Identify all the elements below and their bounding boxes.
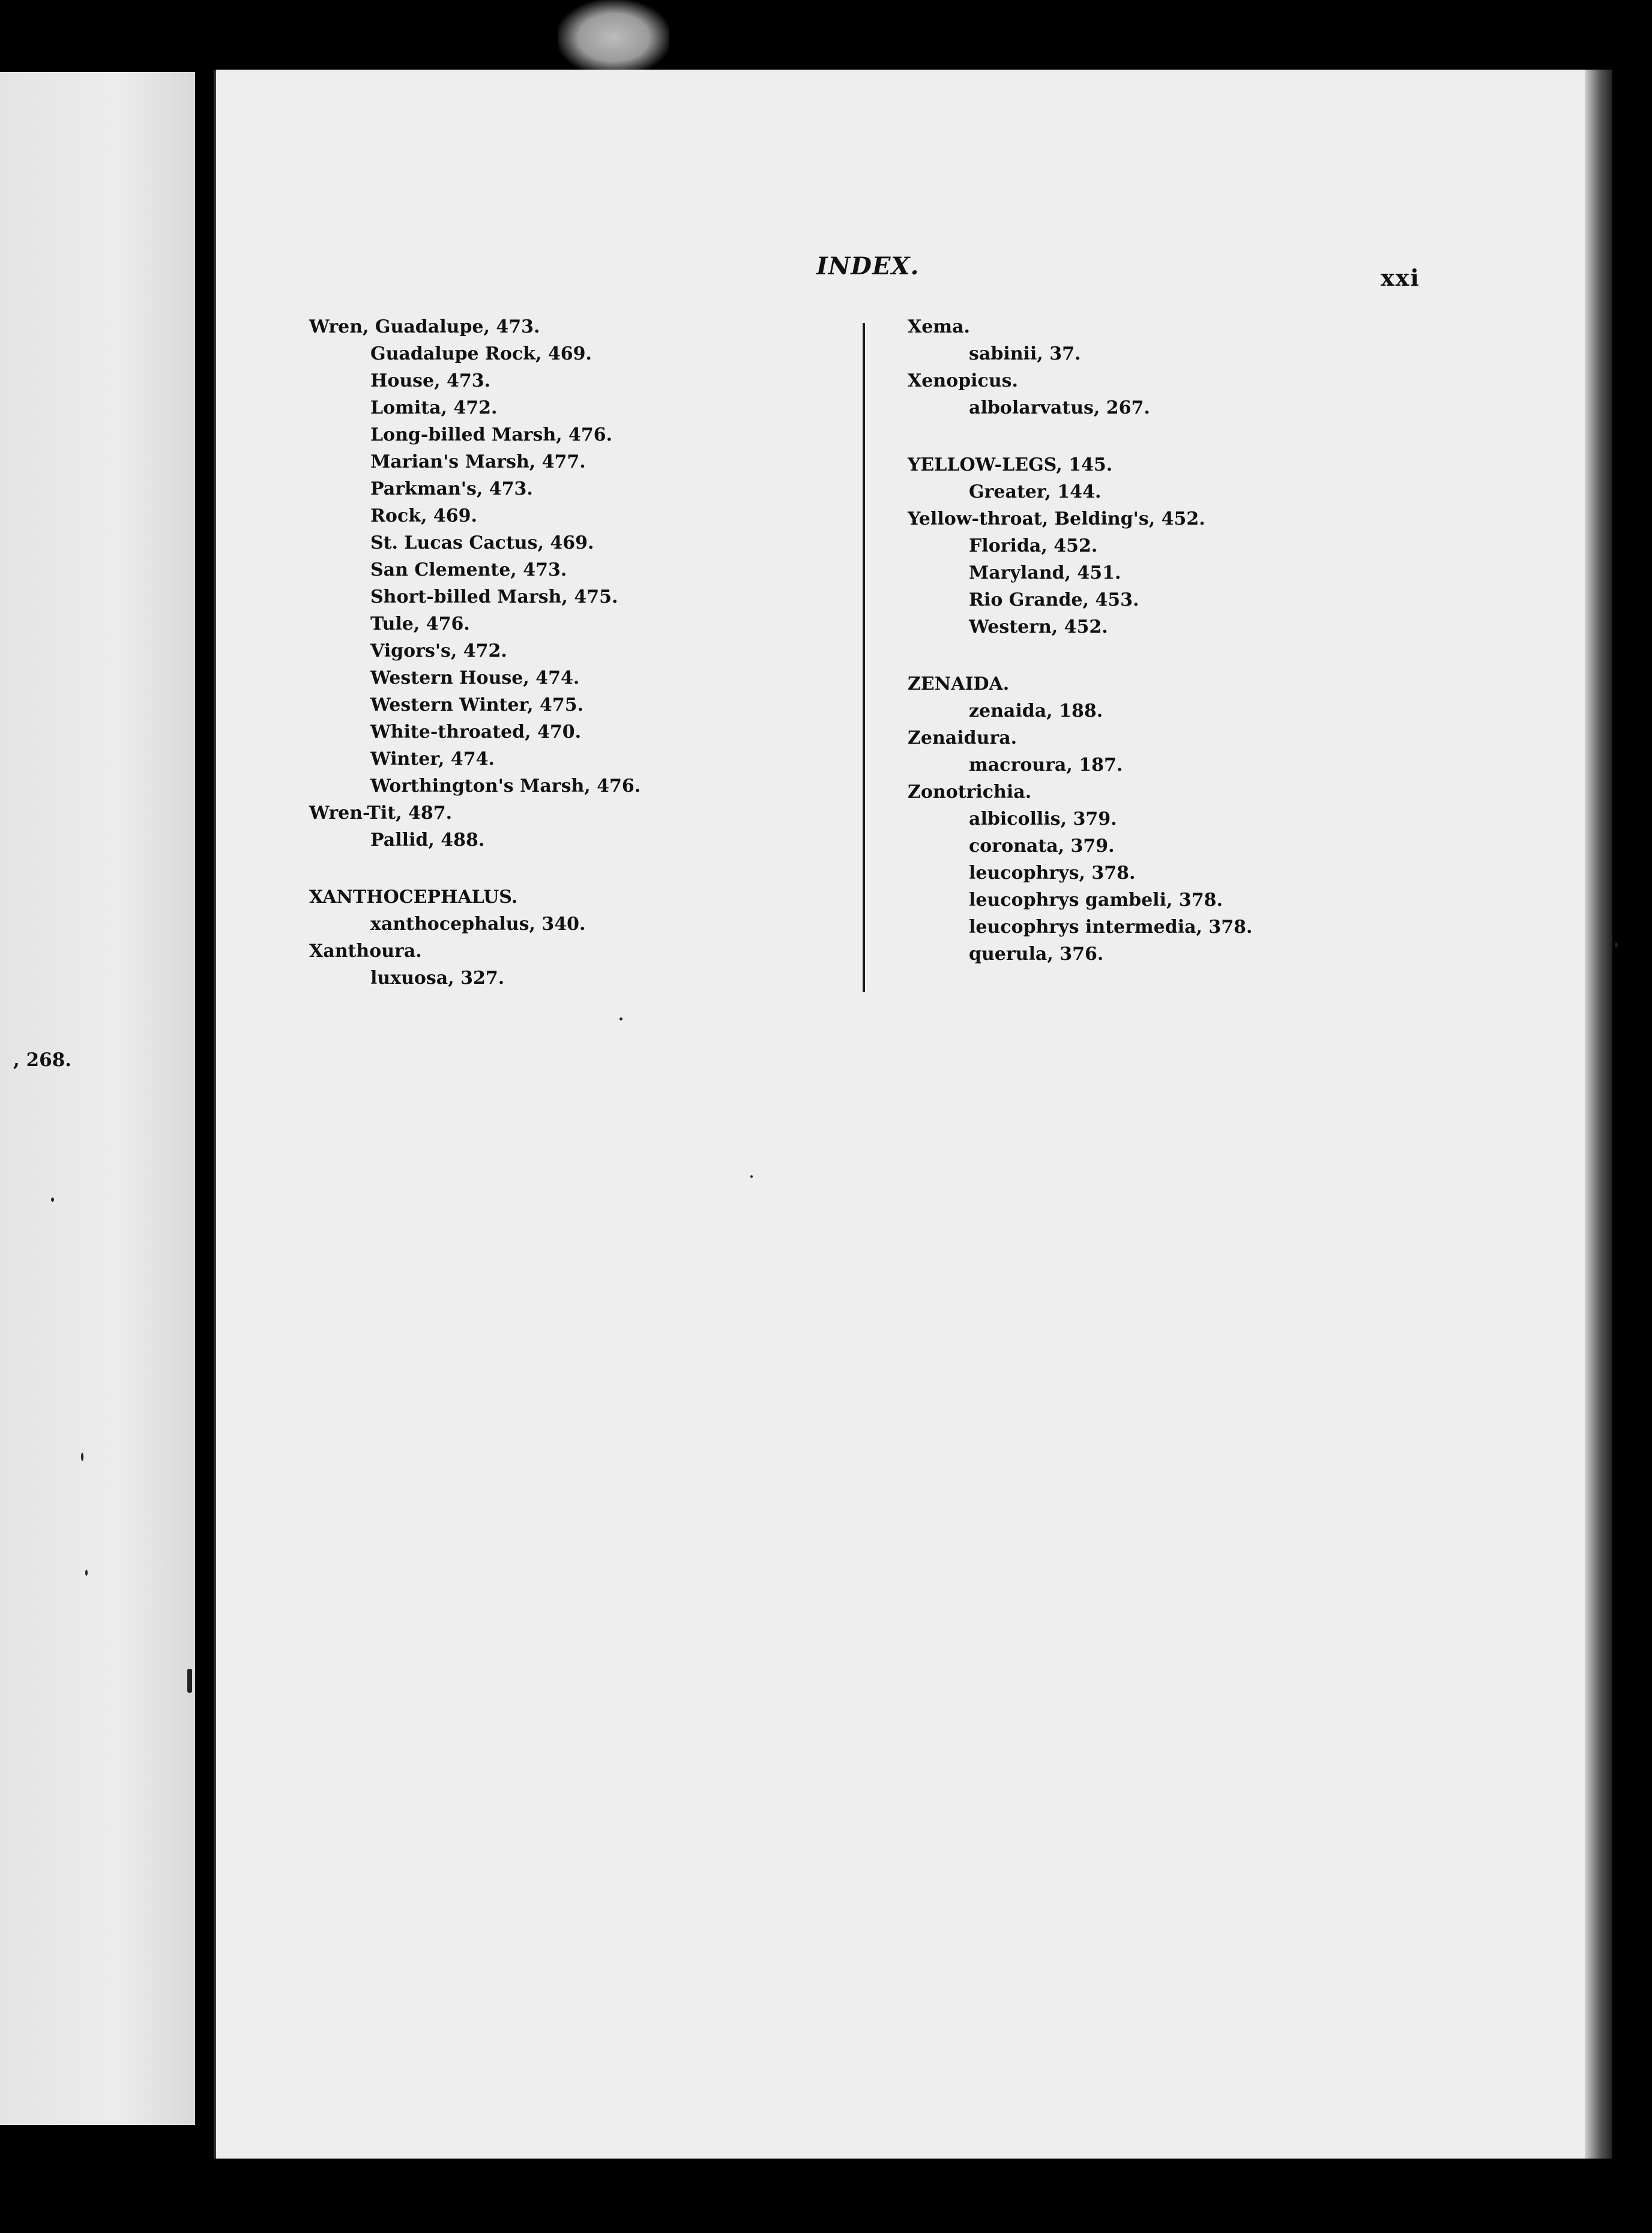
index-entry: Yellow-throat, Belding's, 452. (908, 508, 1205, 529)
index-entry: Wren, Guadalupe, 473. (309, 316, 540, 337)
scan-smudge (558, 0, 669, 75)
index-subentry: Greater, 144. (969, 481, 1102, 502)
index-subentry: San Clemente, 473. (370, 559, 567, 580)
index-entry: Zonotrichia. (908, 782, 1032, 803)
index-subentry: luxuosa, 327. (370, 968, 505, 989)
index-subentry: xanthocephalus, 340. (370, 914, 586, 935)
index-subentry: leucophrys intermedia, 378. (969, 917, 1253, 938)
index-subentry: macroura, 187. (969, 755, 1123, 776)
index-subentry: Short-billed Marsh, 475. (370, 586, 618, 607)
index-subentry: sabinii, 37. (969, 343, 1081, 364)
index-subentry: leucophrys gambeli, 378. (969, 890, 1223, 911)
index-entry: XANTHOCEPHALUS. (309, 887, 518, 908)
page-speck (750, 1175, 753, 1178)
page-speck (620, 1017, 623, 1020)
index-subentry: Lomita, 472. (370, 397, 498, 418)
index-entry: Xanthoura. (309, 941, 422, 962)
running-title: INDEX. (816, 252, 920, 280)
index-subentry: Florida, 452. (969, 535, 1098, 556)
index-subentry: White-throated, 470. (370, 722, 582, 743)
index-entry: Zenaidura. (908, 728, 1017, 749)
index-subentry: Tule, 476. (370, 613, 470, 634)
left-page-text-fragment: , 268. (13, 1049, 72, 1071)
index-subentry: Vigors's, 472. (370, 640, 507, 661)
index-subentry: coronata, 379. (969, 836, 1115, 857)
index-entry: ZENAIDA. (908, 674, 1010, 695)
column-divider (863, 323, 865, 992)
index-subentry: Rio Grande, 453. (969, 589, 1139, 610)
index-subentry: Rock, 469. (370, 505, 477, 526)
index-entry: Xema. (908, 316, 970, 337)
index-subentry: Western House, 474. (370, 667, 580, 689)
index-entry: Wren-Tit, 487. (309, 803, 453, 824)
index-subentry: zenaida, 188. (969, 701, 1103, 722)
index-column-left (309, 313, 849, 992)
index-subentry: Guadalupe Rock, 469. (370, 343, 592, 364)
index-subentry: leucophrys, 378. (969, 863, 1136, 884)
page-speck (81, 1453, 83, 1461)
index-entry: Xenopicus. (908, 370, 1018, 391)
index-subentry: albicollis, 379. (969, 809, 1117, 830)
index-subentry: St. Lucas Cactus, 469. (370, 532, 594, 553)
index-subentry: Winter, 474. (370, 749, 495, 770)
index-subentry: albolarvatus, 267. (969, 397, 1150, 418)
page-speck (1615, 942, 1618, 948)
left-page-edge (0, 72, 195, 2125)
index-subentry: querula, 376. (969, 944, 1104, 965)
index-subentry: Parkman's, 473. (370, 478, 533, 499)
index-subentry: Marian's Marsh, 477. (370, 451, 586, 472)
index-subentry: Maryland, 451. (969, 562, 1121, 583)
page-number: xxi (1381, 264, 1420, 291)
page-speck (51, 1198, 54, 1202)
index-subentry: Western, 452. (969, 616, 1108, 637)
index-subentry: Worthington's Marsh, 476. (370, 776, 641, 797)
index-entry: YELLOW-LEGS, 145. (908, 454, 1113, 475)
page-edge-shadow (1585, 70, 1612, 2159)
binding-mark (187, 1669, 192, 1693)
index-subentry: Pallid, 488. (370, 830, 485, 851)
index-subentry: Western Winter, 475. (370, 695, 584, 716)
index-subentry: House, 473. (370, 370, 491, 391)
index-column-right (908, 313, 1388, 968)
index-subentry: Long-billed Marsh, 476. (370, 424, 613, 445)
page-speck (85, 1570, 88, 1576)
